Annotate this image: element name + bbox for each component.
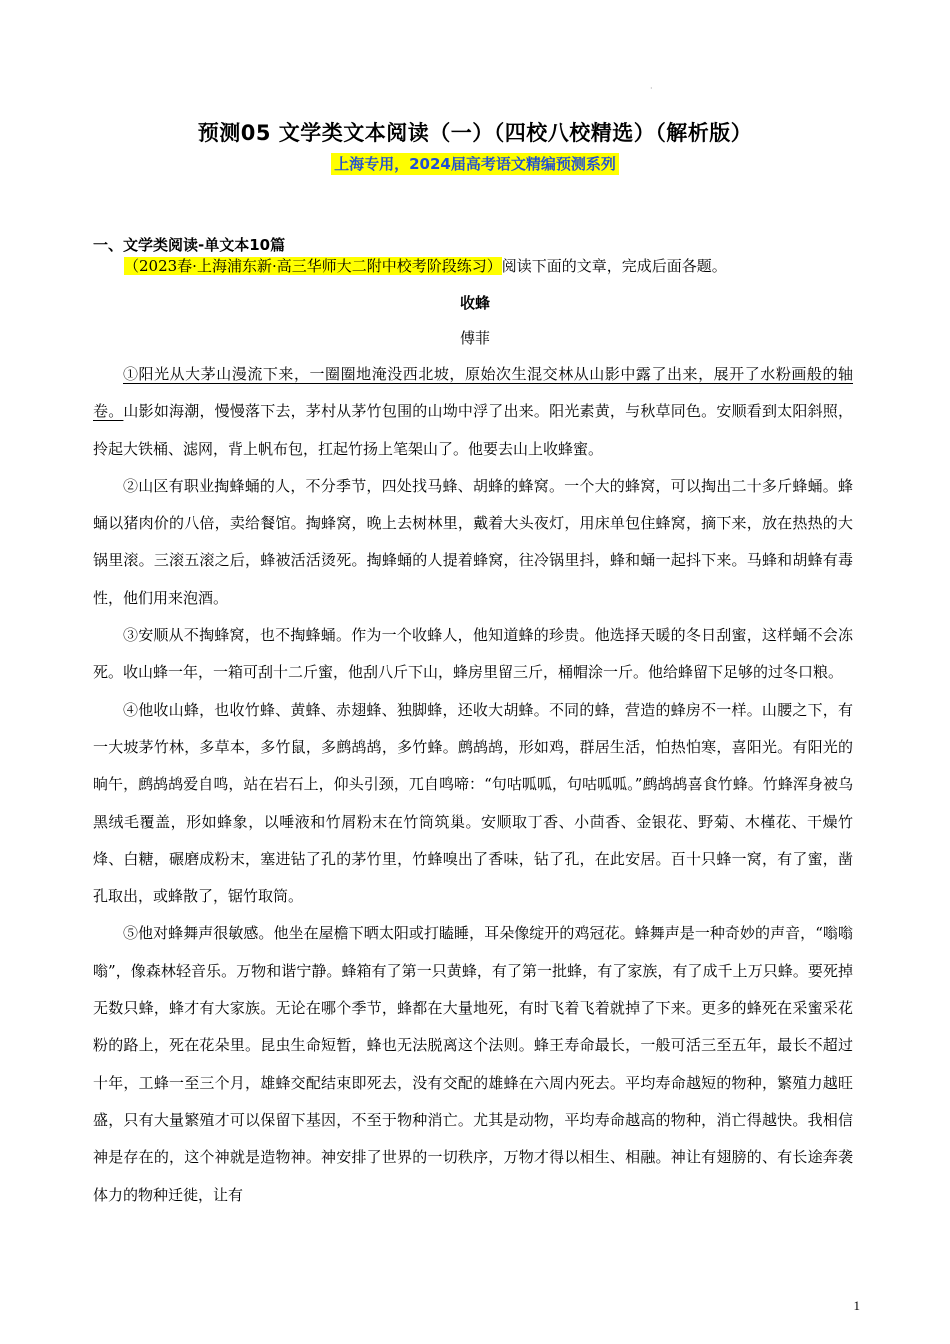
subtitle-banner xyxy=(0,153,950,175)
source-citation: （2023春·上海浦东新·高三华师大二附中校考阶段练习） xyxy=(124,257,502,275)
paragraph-1-underlined: ①阳光从大茅山漫流下来，一圈圈地淹没西北坡，原始次生混交林从山影中露了出来，展开了水粉画般的轴卷。 xyxy=(93,365,853,421)
section-heading: 一、文学类阅读-单文本10篇 xyxy=(93,236,286,254)
subtitle-series: ，2024届高考语文精编预测系列 xyxy=(394,155,616,173)
paragraph-4: ④他收山蜂，也收竹蜂、黄蜂、赤翅蜂、独脚蜂，还收大胡蜂。不同的蜂，营造的蜂房不一样。山腰之下，有一大坡茅竹林，多草本，多竹鼠，多鹧鸪鸪，多竹蜂。鹧鸪鸪，形如鸡，群居生活，怕热怕寒，喜阳光。有阳光的晌午，鹧鸪鸪爱自鸣，站在岩石上，仰头引颈，兀自鸣啼：“句咕呱呱，句咕呱呱。”鹧鸪鸪喜食竹蜂。竹蜂浑身被乌黑绒毛覆盖，形如蜂象，以唾液和竹屑粉末在竹筒筑巢。安顺取丁香、小茴香、金银花、野菊、木槿花、干燥竹烽、白糖，碾磨成粉末，塞进钻了孔的茅竹里，竹蜂嗅出了香味，钻了孔，在此安居。百十只蜂一窝，有了蜜，凿孔取出，或蜂散了，锯竹取筒。 xyxy=(93,700,853,906)
paragraph-5: ⑤他对蜂舞声很敏感。他坐在屋檐下晒太阳或打瞌睡，耳朵像绽开的鸡冠花。蜂舞声是一种奇妙的声音，“嗡嗡嗡”，像森林轻音乐。万物和谐宁静。蜂箱有了第一只黄蜂，有了第一批蜂，有了家族，有了成千上万只蜂。要死掉无数只蜂，蜂才有大家族。无论在哪个季节，蜂都在大量地死，有时飞着飞着就掉了下来。更多的蜂死在采蜜采花粉的路上，死在花朵里。昆虫生命短暂，蜂也无法脱离这个法则。蜂王寿命最长，一般可活三至五年，最长不超过十年，工蜂一至三个月，雄蜂交配结束即死去，没有交配的雄蜂在六周内死去。平均寿命越短的物种，繁殖力越旺盛，只有大量繁殖才可以保留下基因，不至于物种消亡。尤其是动物，平均寿命越高的物种，消亡得越快。我相信神是存在的，这个神就是造物神。神安排了世界的一切秩序，万物才得以相生、相融。神让有翅膀的、有长途奔袭体力的物种迁徙，让有 xyxy=(93,924,853,1204)
subtitle xyxy=(331,153,619,175)
article-title: 收蜂 xyxy=(459,294,490,312)
page-number: 1 xyxy=(853,1298,860,1313)
source-instruction: 阅读下面的文章，完成后面各题。 xyxy=(501,257,727,275)
article-body xyxy=(93,356,853,1214)
scan-mark: · xyxy=(650,84,653,93)
paragraph-3: ③安顺从不掏蜂窝，也不掏蜂蛹。作为一个收蜂人，他知道蜂的珍贵。他选择天暖的冬日刮蜜，这样蛹不会冻死。收山蜂一年，一箱可刮十二斤蜜，他刮八斤下山，蜂房里留三斤，桶帽涂一斤。他给蜂留下足够的过冬口粮。 xyxy=(93,626,853,682)
paragraph-1-rest: 山影如海潮，慢慢落下去，茅村从茅竹包围的山坳中浮了出来。阳光素黄，与秋草同色。安顺看到太阳斜照，拎起大铁桶、滤网，背上帆布包，扛起竹扬上笔架山了。他要去山上收蜂蜜。 xyxy=(93,402,853,458)
source-line xyxy=(124,256,727,276)
document-title: 预测05 文学类文本阅读（一）（四校八校精选）（解析版） xyxy=(197,121,753,145)
article-author: 傅菲 xyxy=(459,329,490,347)
paragraph-2: ②山区有职业掏蜂蛹的人，不分季节，四处找马蜂、胡蜂的蜂窝。一个大的蜂窝，可以掏出二十多斤蜂蛹。蜂蛹以猪肉价的八倍，卖给餐馆。掏蜂窝，晚上去树林里，戴着大头夜灯，用床单包住蜂窝，摘下来，放在热热的大锅里滚。三滚五滚之后，蜂被活活烫死。掏蜂蛹的人提着蜂窝，往冷锅里抖，蜂和蛹一起抖下来。马蜂和胡蜂有毒性，他们用来泡酒。 xyxy=(93,476,853,607)
subtitle-region: 上海专用 xyxy=(334,155,395,173)
paragraph-1 xyxy=(93,356,853,468)
